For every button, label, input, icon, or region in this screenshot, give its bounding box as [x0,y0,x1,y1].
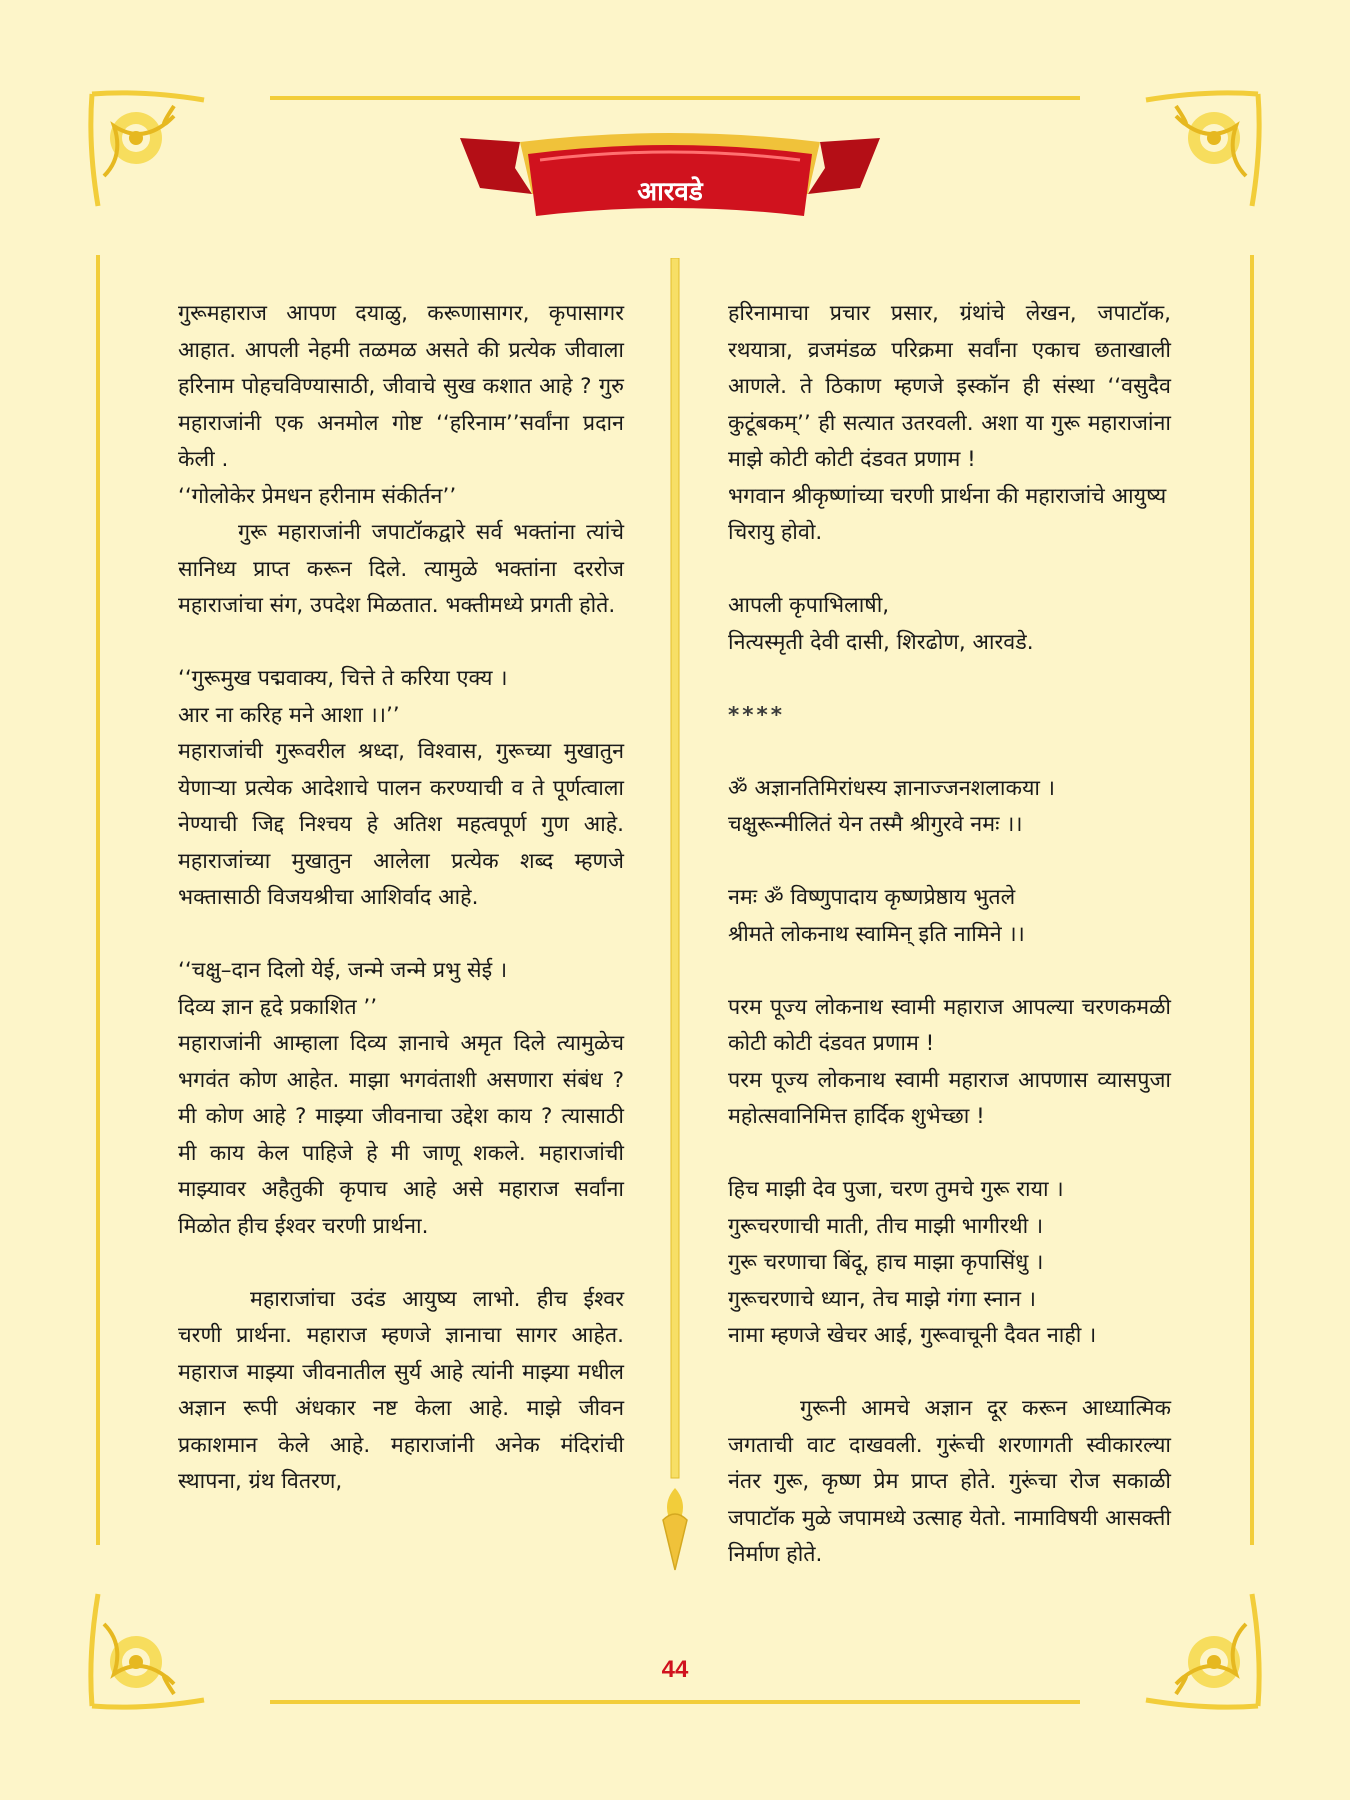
abhang-line-4: गुरूचरणाचे ध्यान, तेच माझे गंगा स्नान । [728,1286,1037,1312]
left-verse-line-3: ‘‘चक्षु–दान दिलो येई, जन्मे जन्मे प्रभु सेई । [178,958,508,983]
corner-ornament-bottom-right [1136,1584,1266,1714]
left-verse-line-4: दिव्य ज्ञान हृदे प्रकाशित ’’ [178,994,378,1020]
page-title: आरवडे [637,177,703,207]
left-paragraph-japatalk: गुरू महाराजांनी जपाटॉकद्वारे सर्व भक्तांना त्यांचे सानिध्य प्राप्त करून दिले. त्यामुळे भक्तांना दररोज महाराजांचा संग, उपदेश मिळतात. भक्तीमध्ये प्रगती होते. [178,520,624,618]
left-paragraph-prayer: महाराजांचा उदंड आयुष्य लाभो. हीच ईश्वर चरणी प्रार्थना. महाराज म्हणजे ज्ञानाचा सागर आहेत. महाराज माझ्या जीवनातील सुर्य आहे त्यांनी माझ्या मधील अज्ञान रूपी अंधकार नष्ट केला आहे. माझे जीवन प्रकाशमान केले आहे. महाराजांनी अनेक मंदिरांची स्थापना, ग्रंथ वितरण, [178,1286,624,1494]
abhang-line-2: गुरूचरणाची माती, तीच माझी भागीरथी । [728,1213,1044,1239]
mantra-line-2: चक्षुरून्मीलितं येन तस्मै श्रीगुरवे नमः ।। [728,812,1023,837]
signature-closing: आपली कृपाभिलाषी, [728,593,890,618]
left-paragraph-faith: महाराजांची गुरूवरील श्रध्दा, विश्वास, गुरूच्या मुखातुन येणाऱ्या प्रत्येक आदेशाचे पालन करण्याची व ते पूर्णत्वाला नेण्याची जिद्द निश्चय हे अतिश महत्वपूर्ण गुण आहे. महाराजांच्या मुखातुन आलेला प्रत्येक शब्द म्हणजे भक्तासाठी विजयश्रीचा आशिर्वाद आहे. [178,739,624,910]
right-paragraph-guru-path: गुरूनी आमचे अज्ञान दूर करून आध्यात्मिक जगताची वाट दाखवली. गुरूंची शरणागती स्वीकारल्या नंतर गुरू, कृष्ण प्रेम प्राप्त होते. गुरूंचा रोज सकाळी जपाटॉक मुळे जपामध्ये उत्साह येतो. नामाविषयी आसक्ती निर्माण होते. [728,1396,1171,1567]
frame-right-line [1250,255,1254,1545]
frame-left-line [96,255,100,1545]
abhang-line-5: नामा म्हणजे खेचर आई, गुरूवाचूनी दैवत नाही । [728,1323,1097,1348]
corner-ornament-top-right [1136,86,1266,216]
right-paragraph-iskcon: हरिनामाचा प्रचार प्रसार, ग्रंथांचे लेखन, जपाटॉक, रथयात्रा, व्रजमंडळ परिक्रमा सर्वांना एकाच छताखाली आणले. ते ठिकाण म्हणजे इस्कॉन ही संस्था ‘‘वसुदैव कुटूंबकम्’’ ही सत्यात उतरवली. अशा या गुरू महाराजांना माझे कोटी कोटी दंडवत प्रणाम ! [728,301,1171,472]
right-paragraph-obeisance: परम पूज्य लोकनाथ स्वामी महाराज आपल्या चरणकमळी कोटी कोटी दंडवत प्रणाम ! [728,994,1171,1056]
left-verse-line-2: आर ना करिह मने आशा ।।’’ [178,702,400,728]
corner-ornament-top-left [84,86,214,216]
signature-name: नित्यस्मृती देवी दासी, शिरढोण, आरवडे. [728,629,1034,655]
left-verse-line-1: ‘‘गुरूमुख पद्मवाक्य, चित्ते ते करिया एक्य । [178,666,508,691]
column-divider [655,258,695,1578]
left-quote-golokera: ‘‘गोलोकेर प्रेमधन हरीनाम संकीर्तन’’ [178,483,457,509]
mantra-line-3: नमः ॐ विष्णुपादाय कृष्णप्रेष्ठाय भुतले [728,885,1016,910]
right-paragraph-greetings: परम पूज्य लोकनाथ स्वामी महाराज आपणास व्यासपुजा महोत्सवानिमित्त हार्दिक शुभेच्छा ! [728,1067,1171,1129]
frame-bottom-line [270,1700,1080,1704]
left-paragraph-intro: गुरूमहाराज आपण दयाळु, करूणासागर, कृपासागर आहात. आपली नेहमी तळमळ असते की प्रत्येक जीवाला हरिनाम पोहचविण्यासाठी, जीवाचे सुख कशात आहे ? गुरु महाराजांनी एक अनमोल गोष्ट ‘‘हरिनाम’’सर्वांना प्रदान केली . [178,301,624,472]
left-paragraph-knowledge: महाराजांनी आम्हाला दिव्य ज्ञानाचे अमृत दिले त्यामुळेच भगवंत कोण आहेत. माझा भगवंताशी असणारा संबंध ? मी कोण आहे ? माझ्या जीवनाचा उद्देश काय ? त्यासाठी मी काय केल पाहिजे हे मी जाणू शकले. महाराजांची माझ्यावर अहैतुकी कृपाच आहे असे महाराज सर्वांना मिळोत हीच ईश्वर चरणी प्रार्थना. [178,1031,624,1239]
right-paragraph-blessing: भगवान श्रीकृष्णांच्या चरणी प्रार्थना की महाराजांचे आयुष्य चिरायु होवो. [728,483,1167,545]
mantra-line-4: श्रीमते लोकनाथ स्वामिन् इति नामिने ।। [728,921,1025,947]
page-number: 44 [661,1656,689,1683]
right-column [728,296,1171,1574]
section-separator-stars: **** [728,702,785,728]
mantra-line-1: ॐ अज्ञानतिमिरांधस्य ज्ञानाज्जनशलाकया । [728,775,1055,801]
abhang-line-3: गुरू चरणाचा बिंदू, हाच माझा कृपासिंधु । [728,1250,1044,1275]
corner-ornament-bottom-left [84,1584,214,1714]
abhang-line-1: हिच माझी देव पुजा, चरण तुमचे गुरू राया । [728,1177,1064,1202]
left-column [178,296,624,1501]
frame-top-line [270,96,1080,100]
